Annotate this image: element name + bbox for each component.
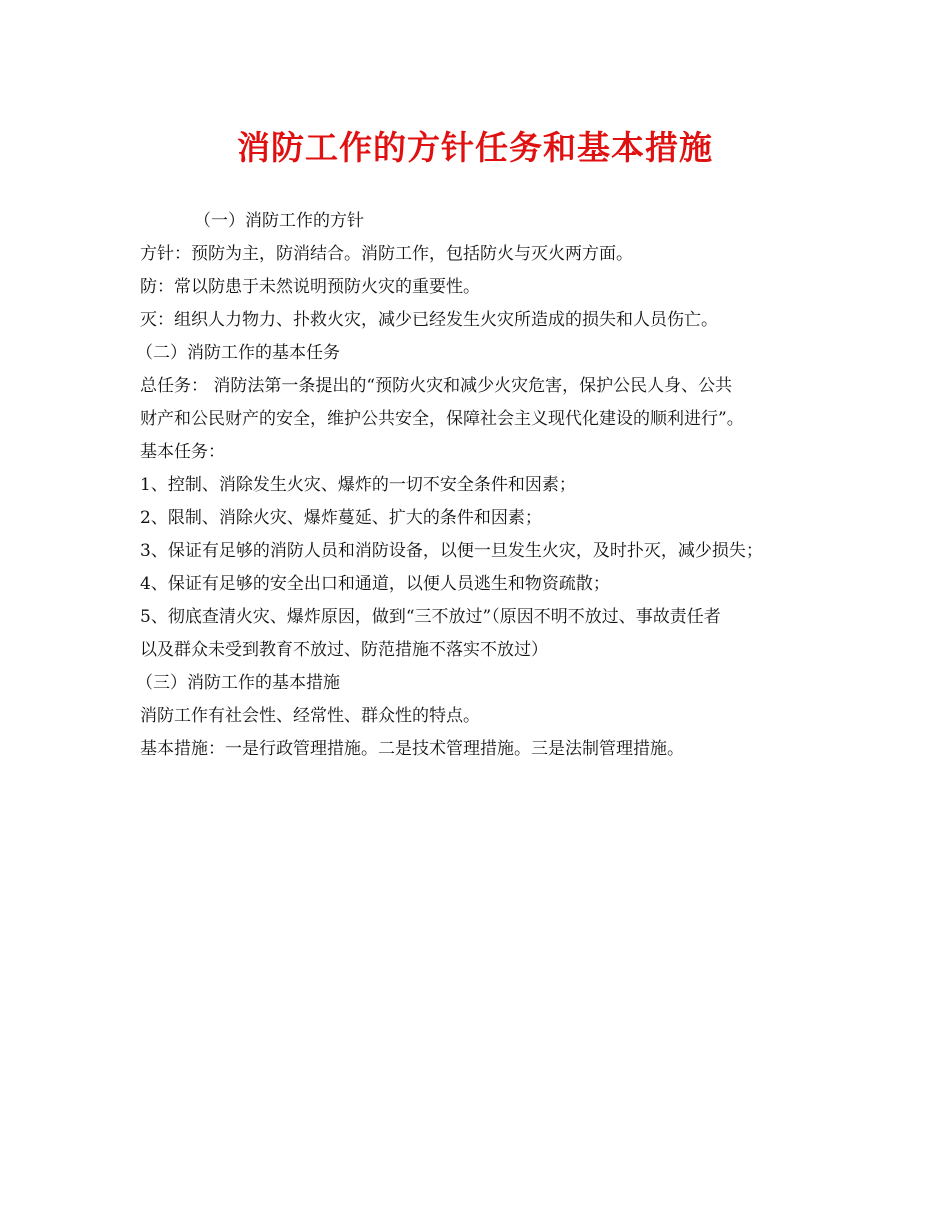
paragraph-line: 财产和公民财产的安全，维护公共安全，保障社会主义现代化建设的顺利进行”。: [140, 409, 744, 429]
document-title: 消防工作的方针任务和基本措施: [237, 128, 713, 167]
section-heading-measures: （三）消防工作的基本措施: [136, 673, 340, 693]
paragraph-line: 方针：预防为主，防消结合。消防工作，包括防火与灭火两方面。: [140, 244, 633, 264]
list-item: 3、保证有足够的消防人员和消防设备，以便一旦发生火灾，及时扑灭，减少损失；: [140, 541, 763, 561]
paragraph-line: 总任务： 消防法第一条提出的“预防火灾和减少火灾危害，保护公民人身、公共: [140, 376, 733, 396]
list-item: 1、控制、消除发生火灾、爆炸的一切不安全条件和因素；: [140, 475, 576, 495]
section-heading-tasks: （二）消防工作的基本任务: [136, 343, 340, 363]
list-item: 2、限制、消除火灾、爆炸蔓延、扩大的条件和因素；: [140, 508, 542, 528]
list-item: 5、彻底查清火灾、爆炸原因，做到“三不放过”（原因不明不放过、事故责任者: [140, 607, 721, 627]
document-body: [136, 205, 815, 766]
paragraph-line: 基本措施：一是行政管理措施。二是技术管理措施。三是法制管理措施。: [140, 739, 684, 759]
paragraph-line: 消防工作有社会性、经常性、群众性的特点。: [140, 706, 480, 726]
paragraph-line: 灭：组织人力物力、扑救火灾，减少已经发生火灾所造成的损失和人员伤亡。: [140, 310, 718, 330]
list-item-continuation: 以及群众未受到教育不放过、防范措施不落实不放过）: [140, 640, 548, 660]
paragraph-line: 基本任务：: [140, 442, 225, 462]
list-item: 4、保证有足够的安全出口和通道，以便人员逃生和物资疏散；: [140, 574, 610, 594]
paragraph-line: 防：常以防患于未然说明预防火灾的重要性。: [140, 277, 480, 297]
section-heading-policy: （一）消防工作的方针: [194, 211, 364, 231]
